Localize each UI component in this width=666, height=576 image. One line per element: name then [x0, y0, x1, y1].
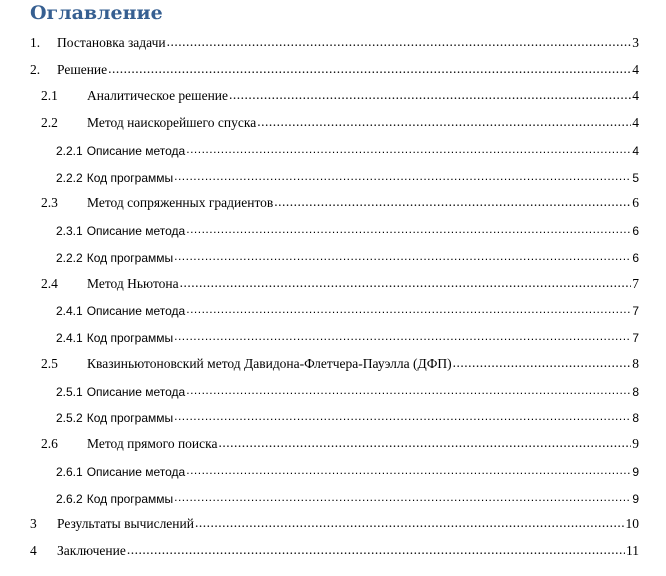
toc-entry[interactable]	[30, 60, 639, 78]
toc-entry-page: 11	[626, 543, 639, 558]
toc-entry-label: Метод Ньютона	[87, 276, 179, 291]
toc-entry-page: 4	[632, 62, 639, 77]
dot-leader	[174, 410, 631, 425]
dot-leader	[186, 384, 631, 399]
toc-title: Оглавление	[30, 2, 163, 24]
toc-entry[interactable]	[41, 354, 639, 372]
toc-entry-number: 1.	[30, 35, 41, 50]
toc-entry-page: 9	[632, 492, 639, 506]
toc-entry-label: Код программы	[86, 492, 174, 506]
toc-entry-number: 2.5	[41, 356, 58, 371]
toc-entry-number: 2.2.2	[56, 251, 83, 265]
toc-entry-label: Заключение	[57, 543, 126, 558]
toc-entry[interactable]	[30, 33, 639, 51]
toc-entry-page: 4	[632, 115, 639, 130]
dot-leader	[127, 543, 625, 560]
toc-entry[interactable]	[41, 113, 639, 131]
toc-entry-label: Описание метода	[86, 304, 186, 318]
toc-entry-number: 2.5.1	[56, 385, 83, 399]
dot-leader	[174, 491, 631, 506]
toc-entry-label: Код программы	[86, 331, 174, 345]
toc-entry-label: Код программы	[86, 251, 174, 265]
toc-entry[interactable]	[56, 488, 639, 506]
toc-entry-number: 2.4.1	[56, 304, 83, 318]
toc-entry-number: 2.6.1	[56, 465, 83, 479]
toc-entry-number: 2.3.1	[56, 224, 83, 238]
toc-entry[interactable]	[41, 274, 639, 292]
toc-entry[interactable]	[56, 327, 639, 345]
toc-entry-label: Код программы	[86, 171, 174, 185]
dot-leader	[186, 143, 631, 158]
toc-entry-page: 10	[625, 516, 639, 531]
dot-leader	[453, 356, 632, 373]
toc-entry-number: 2.2.1	[56, 144, 83, 158]
toc-entry-label: Постановка задачи	[57, 35, 166, 50]
toc-entry-page: 4	[632, 88, 639, 103]
toc-entry-number: 2.4	[41, 276, 58, 291]
toc-entry-page: 6	[632, 195, 639, 210]
dot-leader	[174, 170, 631, 185]
toc-entry-number: 2.1	[41, 88, 58, 103]
dot-leader	[195, 516, 625, 533]
toc-entry-label: Результаты вычислений	[57, 516, 194, 531]
dot-leader	[108, 62, 631, 79]
toc-entry-label: Метод прямого поиска	[87, 436, 218, 451]
dot-leader	[229, 88, 631, 105]
toc-entry-page: 7	[632, 304, 639, 318]
toc-entry-label: Метод сопряженных градиентов	[87, 195, 274, 210]
toc-entry-label: Описание метода	[86, 385, 186, 399]
toc-entry-number: 4	[30, 543, 37, 558]
toc-entry-page: 8	[632, 385, 639, 399]
toc-entry-page: 3	[632, 35, 639, 50]
toc-entry[interactable]	[56, 220, 639, 238]
dot-leader	[274, 195, 631, 212]
toc-entry-number: 3	[30, 516, 37, 531]
toc-entry[interactable]	[56, 407, 639, 425]
toc-entry-number: 2.6	[41, 436, 58, 451]
toc-entry-label: Описание метода	[86, 224, 186, 238]
toc-entry-page: 9	[632, 465, 639, 479]
dot-leader	[174, 330, 631, 345]
toc-entry[interactable]	[30, 541, 639, 559]
toc-entry-label: Решение	[57, 62, 108, 77]
dot-leader	[167, 35, 632, 52]
toc-entry[interactable]	[56, 300, 639, 318]
toc-entry-page: 5	[632, 171, 639, 185]
toc-entry-page: 7	[632, 331, 639, 345]
toc-entry-page: 8	[632, 411, 639, 425]
toc-entry[interactable]	[56, 167, 639, 185]
toc-entry-number: 2.4.1	[56, 331, 83, 345]
dot-leader	[186, 464, 631, 479]
toc-entry-number: 2.2.2	[56, 171, 83, 185]
dot-leader	[180, 276, 632, 293]
toc-entry-number: 2.6.2	[56, 492, 83, 506]
toc-entry-label: Описание метода	[86, 465, 186, 479]
dot-leader	[219, 436, 632, 453]
toc-entry-page: 7	[632, 276, 639, 291]
toc-entry-number: 2.3	[41, 195, 58, 210]
toc-entry[interactable]	[30, 514, 639, 532]
toc-entry-number: 2.	[30, 62, 41, 77]
toc-entry-label: Квазиньютоновский метод Давидона-Флетчера-Пауэлла (ДФП)	[87, 356, 452, 371]
toc-entry[interactable]	[56, 140, 639, 158]
toc-entry[interactable]	[56, 247, 639, 265]
toc-entry-page: 6	[632, 224, 639, 238]
toc-entry-label: Аналитическое решение	[87, 88, 229, 103]
toc-entry-page: 4	[632, 144, 639, 158]
dot-leader	[186, 303, 631, 318]
toc-entry-page: 6	[632, 251, 639, 265]
toc-entry-label: Описание метода	[86, 144, 186, 158]
toc-entry[interactable]	[41, 86, 639, 104]
toc-entry-label: Метод наискорейшего спуска	[87, 115, 257, 130]
toc-entry-label: Код программы	[86, 411, 174, 425]
dot-leader	[257, 115, 631, 132]
toc-entry-page: 8	[632, 356, 639, 371]
toc-entry[interactable]	[41, 193, 639, 211]
toc-entry[interactable]	[41, 434, 639, 452]
toc-entry-number: 2.2	[41, 115, 58, 130]
dot-leader	[186, 223, 631, 238]
toc-entry[interactable]	[56, 381, 639, 399]
toc-entry[interactable]	[56, 461, 639, 479]
toc-entry-number: 2.5.2	[56, 411, 83, 425]
toc-entry-page: 9	[632, 436, 639, 451]
dot-leader	[174, 250, 631, 265]
